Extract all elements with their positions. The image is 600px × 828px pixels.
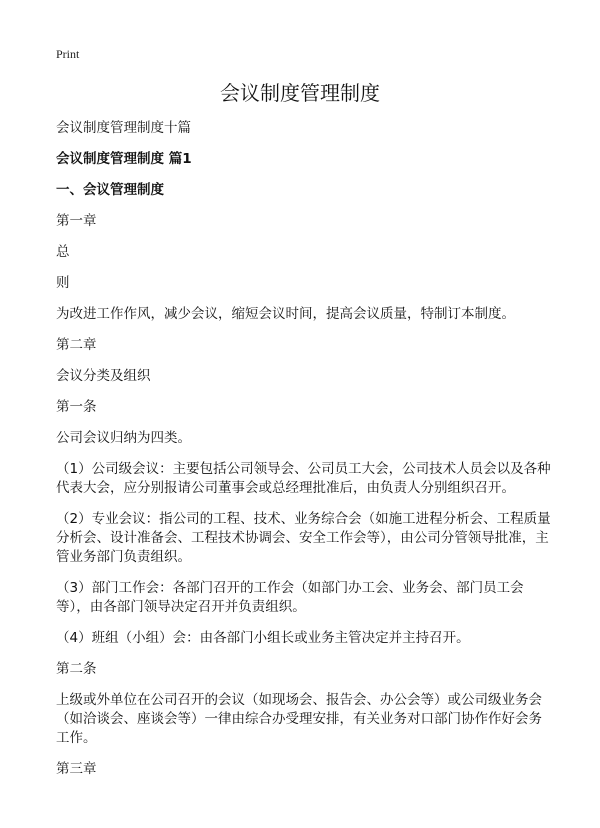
section-heading: 一、会议管理制度 — [56, 182, 164, 198]
paragraph: 总 — [56, 244, 70, 260]
paragraph: 第三章 — [56, 761, 97, 777]
paragraph: 第二章 — [56, 337, 97, 353]
paragraph: （4）班组（小组）会：由各部门小组长或业务主管决定并主持召开。 — [56, 630, 470, 646]
paragraph: （2）专业会议：指公司的工程、技术、业务综合会（如施工进程分析会、工程质量分析会、设计准备会、工程技术协调会、安全工作会等），由公司分管领导批准，主管业务部门负责组织。 — [56, 511, 551, 565]
paragraph: 第二条 — [56, 661, 97, 677]
paragraph: （3）部门工作会：各部门召开的工作会（如部门办工会、业务会、部门员工会等），由各部门领导决定召开并负责组织。 — [56, 580, 524, 615]
paragraph: 为改进工作作风，减少会议，缩短会议时间，提高会议质量，特制订本制度。 — [56, 306, 515, 322]
document-title: 会议制度管理制度 — [220, 81, 380, 105]
paragraph: 公司会议归纳为四类。 — [56, 430, 191, 446]
paragraph: 第一章 — [56, 213, 97, 229]
paragraph: 会议制度管理制度十篇 — [56, 120, 191, 136]
paragraph: 上级或外单位在公司召开的会议（如现场会、报告会、办公会等）或公司级业务会（如洽谈会、座谈会等）一律由综合办受理安排，有关业务对口部门协作作好会务工作。 — [56, 692, 542, 746]
section-heading: 会议制度管理制度 篇1 — [56, 151, 192, 167]
paragraph: 则 — [56, 275, 70, 291]
paragraph: （1）公司级会议：主要包括公司领导会、公司员工大会，公司技术人员会以及各种代表大会，应分别报请公司董事会或总经理批准后，由负责人分别组织召开。 — [56, 461, 551, 496]
document-body — [56, 119, 554, 791]
paragraph: 第一条 — [56, 399, 97, 415]
paragraph: 会议分类及组织 — [56, 368, 151, 384]
print-link[interactable]: Print — [56, 47, 80, 61]
